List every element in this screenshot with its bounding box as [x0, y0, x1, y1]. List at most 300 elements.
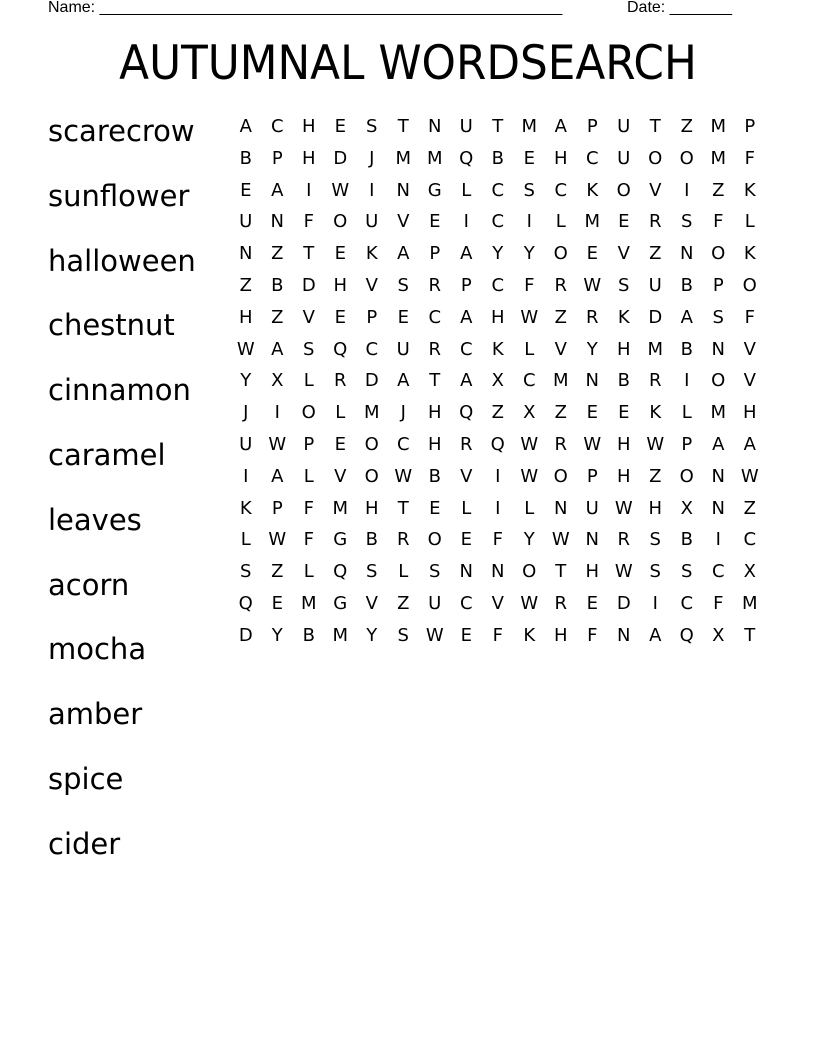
grid-letter: X	[743, 561, 756, 583]
grid-letter: K	[586, 179, 599, 201]
grid-letter: W	[268, 529, 287, 551]
grid-letter: M	[300, 592, 317, 614]
grid-letter: E	[334, 116, 346, 137]
grid-letter: B	[491, 147, 504, 169]
grid-letter: Q	[679, 624, 694, 646]
grid-letter: R	[428, 338, 441, 360]
grid-letter: N	[554, 497, 568, 519]
grid-letter: D	[301, 274, 316, 296]
grid-letter: H	[742, 402, 757, 424]
grid-letter: N	[680, 243, 694, 265]
grid-letter: H	[490, 306, 505, 328]
grid-letter: I	[715, 529, 721, 551]
grid-letter: B	[239, 147, 252, 169]
grid-letter: A	[460, 243, 473, 265]
grid-letter: S	[681, 211, 693, 233]
grid-letter: Z	[649, 465, 662, 487]
grid-letter: D	[238, 624, 253, 646]
grid-letter: X	[712, 624, 725, 646]
grid-letter: F	[303, 497, 314, 519]
grid-letter: B	[271, 274, 284, 296]
grid-letter: S	[649, 529, 661, 551]
grid-letter: W	[614, 561, 633, 583]
grid-letter: V	[302, 306, 315, 328]
grid-letter: P	[460, 274, 472, 296]
grid-letter: O	[522, 561, 537, 583]
grid-letter: X	[680, 497, 693, 519]
grid-letter: S	[649, 561, 661, 583]
grid-letter: L	[303, 370, 314, 392]
grid-letter: J	[400, 402, 406, 424]
grid-letter: A	[397, 243, 410, 265]
grid-letter: W	[614, 497, 633, 519]
grid-letter: Z	[271, 561, 284, 583]
grid-letter: Z	[743, 497, 756, 519]
grid-letter: C	[711, 561, 725, 583]
grid-letter: Y	[523, 529, 535, 551]
grid-letter: Z	[397, 592, 410, 614]
grid-letter: S	[429, 561, 441, 583]
grid-letter: W	[331, 179, 350, 201]
grid-letter: O	[742, 274, 757, 296]
grid-letter: O	[553, 243, 568, 265]
word-list-item: cinnamon	[48, 373, 191, 408]
grid-letter: S	[618, 274, 630, 296]
grid-letter: M	[363, 402, 380, 424]
grid-letter: C	[522, 370, 536, 392]
grid-letter: A	[271, 338, 284, 360]
grid-letter: R	[554, 592, 567, 614]
grid-letter: A	[712, 433, 725, 455]
grid-row	[230, 211, 766, 243]
grid-letter: V	[743, 370, 756, 392]
grid-letter: L	[555, 211, 566, 233]
grid-letter: I	[495, 497, 501, 519]
grid-letter: X	[523, 402, 536, 424]
grid-row	[230, 561, 766, 593]
grid-letter: G	[333, 592, 348, 614]
grid-letter: E	[271, 592, 283, 614]
grid-row	[230, 625, 766, 657]
grid-letter: Z	[271, 243, 284, 265]
grid-letter: W	[520, 306, 539, 328]
grid-letter: B	[680, 529, 693, 551]
grid-letter: Z	[271, 306, 284, 328]
grid-letter: I	[463, 211, 469, 233]
grid-letter: I	[243, 465, 249, 487]
grid-letter: M	[741, 592, 758, 614]
grid-letter: B	[617, 370, 630, 392]
grid-letter: J	[243, 402, 249, 424]
grid-letter: V	[743, 338, 756, 360]
grid-letter: T	[397, 116, 409, 137]
grid-letter: P	[712, 274, 724, 296]
grid-letter: C	[491, 274, 505, 296]
word-list-item: acorn	[48, 567, 130, 602]
grid-letter: N	[491, 561, 505, 583]
grid-letter: K	[365, 243, 378, 265]
grid-letter: C	[459, 338, 473, 360]
grid-letter: D	[333, 147, 348, 169]
grid-letter: E	[334, 243, 346, 265]
grid-letter: T	[744, 624, 756, 646]
word-list-item: leaves	[48, 502, 142, 537]
grid-letter: H	[301, 147, 316, 169]
grid-letter: S	[681, 561, 693, 583]
grid-letter: H	[301, 116, 316, 137]
grid-letter: N	[711, 465, 725, 487]
word-list-item: amber	[48, 697, 143, 732]
grid-letter: F	[303, 211, 314, 233]
grid-letter: P	[429, 243, 441, 265]
grid-letter: K	[743, 243, 756, 265]
grid-letter: F	[713, 592, 724, 614]
grid-letter: L	[461, 179, 472, 201]
grid-letter: L	[398, 561, 409, 583]
grid-letter: K	[523, 624, 536, 646]
grid-letter: L	[303, 465, 314, 487]
grid-row	[230, 275, 766, 307]
grid-letter: R	[396, 529, 410, 551]
grid-letter: U	[239, 211, 253, 233]
grid-letter: W	[646, 433, 665, 455]
letter-grid	[230, 116, 766, 657]
grid-letter: E	[460, 624, 472, 646]
grid-letter: D	[616, 592, 631, 614]
grid-letter: O	[553, 465, 568, 487]
grid-letter: K	[617, 306, 630, 328]
grid-letter: N	[396, 179, 410, 201]
grid-letter: K	[491, 338, 504, 360]
grid-letter: Z	[680, 116, 693, 137]
grid-letter: I	[495, 465, 501, 487]
grid-letter: O	[427, 529, 442, 551]
grid-letter: C	[585, 147, 599, 169]
grid-letter: N	[239, 243, 253, 265]
grid-row	[230, 434, 766, 466]
grid-letter: Y	[586, 338, 598, 360]
grid-letter: E	[586, 592, 598, 614]
grid-letter: P	[303, 433, 315, 455]
grid-letter: A	[271, 465, 284, 487]
page-title: AUTUMNAL WORDSEARCH	[119, 36, 697, 91]
grid-letter: A	[239, 116, 252, 137]
grid-letter: I	[526, 211, 532, 233]
grid-letter: E	[334, 306, 346, 328]
word-list-item: cider	[48, 826, 121, 861]
grid-letter: V	[397, 211, 410, 233]
grid-letter: E	[618, 402, 630, 424]
grid-letter: S	[240, 561, 252, 583]
grid-letter: E	[460, 529, 472, 551]
grid-letter: M	[710, 147, 727, 169]
grid-letter: W	[520, 465, 539, 487]
grid-letter: J	[369, 147, 375, 169]
grid-letter: W	[520, 433, 539, 455]
grid-letter: V	[491, 592, 504, 614]
grid-letter: P	[681, 433, 693, 455]
grid-letter: R	[617, 529, 630, 551]
grid-letter: I	[684, 370, 690, 392]
word-list-item: halloween	[48, 243, 196, 278]
grid-letter: Z	[554, 306, 567, 328]
grid-letter: L	[681, 402, 692, 424]
grid-letter: H	[616, 338, 631, 360]
grid-row	[230, 529, 766, 561]
grid-letter: N	[585, 529, 599, 551]
grid-letter: M	[332, 624, 349, 646]
grid-letter: Q	[333, 561, 348, 583]
grid-letter: A	[397, 370, 410, 392]
grid-letter: U	[648, 274, 662, 296]
grid-letter: E	[429, 497, 441, 519]
grid-letter: A	[680, 306, 693, 328]
grid-letter: M	[710, 402, 727, 424]
grid-row	[230, 307, 766, 339]
grid-letter: H	[427, 433, 442, 455]
grid-letter: B	[680, 338, 693, 360]
grid-letter: Q	[459, 402, 474, 424]
grid-letter: W	[236, 338, 255, 360]
word-list-item: chestnut	[48, 308, 175, 343]
grid-letter: U	[396, 338, 410, 360]
grid-row	[230, 339, 766, 371]
grid-letter: C	[491, 179, 505, 201]
grid-letter: O	[648, 147, 663, 169]
grid-letter: S	[712, 306, 724, 328]
grid-letter: I	[306, 179, 312, 201]
grid-letter: U	[428, 592, 442, 614]
word-list	[48, 108, 196, 886]
grid-row	[230, 116, 766, 148]
grid-letter: A	[554, 116, 567, 137]
grid-letter: F	[587, 624, 598, 646]
grid-letter: X	[271, 370, 284, 392]
grid-letter: V	[617, 243, 630, 265]
grid-letter: W	[268, 433, 287, 455]
grid-letter: H	[553, 624, 568, 646]
grid-letter: P	[271, 147, 283, 169]
grid-letter: D	[364, 370, 379, 392]
grid-letter: F	[524, 274, 535, 296]
grid-letter: E	[334, 433, 346, 455]
grid-letter: H	[333, 274, 348, 296]
grid-letter: I	[652, 592, 658, 614]
grid-letter: Y	[523, 243, 535, 265]
grid-letter: Z	[554, 402, 567, 424]
word-list-item: caramel	[48, 437, 166, 472]
grid-letter: L	[461, 497, 472, 519]
grid-letter: T	[492, 116, 504, 137]
grid-letter: Z	[712, 179, 725, 201]
grid-letter: T	[649, 116, 661, 137]
grid-letter: C	[365, 338, 379, 360]
grid-letter: F	[492, 624, 503, 646]
grid-row	[230, 466, 766, 498]
grid-letter: S	[303, 338, 315, 360]
grid-letter: U	[617, 116, 631, 137]
grid-letter: W	[551, 529, 570, 551]
grid-letter: L	[524, 338, 535, 360]
grid-letter: A	[743, 433, 756, 455]
grid-letter: Z	[491, 402, 504, 424]
grid-letter: M	[552, 370, 569, 392]
grid-letter: H	[364, 497, 379, 519]
grid-letter: V	[554, 338, 567, 360]
grid-letter: U	[239, 433, 253, 455]
grid-letter: U	[365, 211, 379, 233]
grid-letter: Y	[240, 370, 252, 392]
grid-letter: M	[710, 116, 727, 137]
grid-letter: H	[238, 306, 253, 328]
grid-letter: I	[369, 179, 375, 201]
grid-letter: T	[303, 243, 315, 265]
grid-letter: L	[524, 497, 535, 519]
grid-letter: C	[743, 529, 757, 551]
grid-row	[230, 402, 766, 434]
grid-letter: C	[554, 179, 568, 201]
grid-letter: M	[395, 147, 412, 169]
grid-letter: R	[333, 370, 347, 392]
grid-letter: O	[616, 179, 631, 201]
grid-letter: F	[303, 529, 314, 551]
grid-letter: O	[364, 433, 379, 455]
grid-letter: E	[429, 211, 441, 233]
grid-letter: E	[586, 243, 598, 265]
grid-letter: C	[396, 433, 410, 455]
grid-letter: R	[554, 274, 567, 296]
grid-letter: E	[240, 179, 252, 201]
grid-letter: N	[585, 370, 599, 392]
grid-letter: F	[744, 306, 755, 328]
grid-letter: A	[460, 370, 473, 392]
grid-letter: M	[647, 338, 664, 360]
grid-letter: F	[744, 147, 755, 169]
grid-letter: P	[586, 465, 598, 487]
grid-letter: B	[302, 624, 315, 646]
grid-letter: W	[425, 624, 444, 646]
grid-letter: Z	[239, 274, 252, 296]
grid-letter: Q	[459, 147, 474, 169]
grid-letter: O	[364, 465, 379, 487]
grid-letter: Y	[366, 624, 378, 646]
grid-letter: L	[240, 529, 251, 551]
grid-letter: C	[491, 211, 505, 233]
grid-row	[230, 498, 766, 530]
grid-letter: T	[397, 497, 409, 519]
grid-letter: O	[333, 211, 348, 233]
grid-letter: C	[459, 592, 473, 614]
grid-letter: W	[520, 592, 539, 614]
grid-letter: R	[648, 211, 662, 233]
grid-letter: O	[711, 370, 726, 392]
grid-letter: P	[366, 306, 378, 328]
grid-letter: V	[365, 592, 378, 614]
grid-letter: K	[649, 402, 662, 424]
grid-letter: R	[585, 306, 599, 328]
grid-letter: U	[459, 116, 473, 137]
grid-letter: U	[617, 147, 631, 169]
grid-letter: P	[586, 116, 598, 137]
grid-row	[230, 180, 766, 212]
grid-row	[230, 370, 766, 402]
grid-letter: B	[365, 529, 378, 551]
grid-letter: F	[713, 211, 724, 233]
grid-letter: G	[333, 529, 348, 551]
grid-letter: V	[649, 179, 662, 201]
grid-letter: N	[711, 497, 725, 519]
grid-letter: C	[270, 116, 284, 137]
grid-letter: Q	[238, 592, 253, 614]
grid-letter: L	[303, 561, 314, 583]
grid-letter: K	[239, 497, 252, 519]
grid-letter: N	[617, 624, 631, 646]
grid-letter: V	[365, 274, 378, 296]
grid-letter: W	[583, 433, 602, 455]
name-field-label: Name: ____________________________________________________	[48, 0, 563, 16]
grid-row	[230, 243, 766, 275]
grid-letter: K	[743, 179, 756, 201]
grid-letter: P	[744, 116, 756, 137]
date-field-label: Date: _______	[627, 0, 732, 16]
grid-row	[230, 148, 766, 180]
grid-letter: I	[684, 179, 690, 201]
grid-letter: Q	[333, 338, 348, 360]
grid-letter: H	[427, 402, 442, 424]
grid-letter: X	[491, 370, 504, 392]
word-list-item: sunflower	[48, 178, 190, 213]
grid-letter: H	[553, 147, 568, 169]
grid-letter: G	[427, 179, 442, 201]
grid-letter: O	[679, 147, 694, 169]
grid-letter: T	[555, 561, 567, 583]
grid-row	[230, 593, 766, 625]
word-list-item: spice	[48, 761, 124, 796]
grid-letter: W	[583, 274, 602, 296]
grid-letter: P	[271, 497, 283, 519]
grid-letter: R	[648, 370, 662, 392]
grid-letter: H	[616, 433, 631, 455]
grid-letter: M	[521, 116, 538, 137]
grid-letter: A	[460, 306, 473, 328]
grid-letter: Y	[271, 624, 283, 646]
grid-letter: R	[428, 274, 441, 296]
grid-letter: B	[428, 465, 441, 487]
grid-letter: U	[585, 497, 599, 519]
grid-letter: D	[648, 306, 663, 328]
grid-letter: N	[711, 338, 725, 360]
grid-letter: S	[397, 624, 409, 646]
grid-letter: N	[459, 561, 473, 583]
grid-letter: V	[460, 465, 473, 487]
grid-letter: E	[586, 402, 598, 424]
grid-letter: A	[271, 179, 284, 201]
grid-letter: O	[679, 465, 694, 487]
grid-letter: A	[649, 624, 662, 646]
grid-letter: N	[270, 211, 284, 233]
grid-letter: N	[428, 116, 442, 137]
grid-letter: O	[711, 243, 726, 265]
grid-letter: H	[585, 561, 600, 583]
grid-letter: E	[523, 147, 535, 169]
grid-letter: L	[335, 402, 346, 424]
grid-letter: R	[459, 433, 473, 455]
grid-letter: O	[301, 402, 316, 424]
grid-letter: L	[744, 211, 755, 233]
grid-letter: Y	[492, 243, 504, 265]
grid-letter: W	[394, 465, 413, 487]
grid-letter: Z	[649, 243, 662, 265]
